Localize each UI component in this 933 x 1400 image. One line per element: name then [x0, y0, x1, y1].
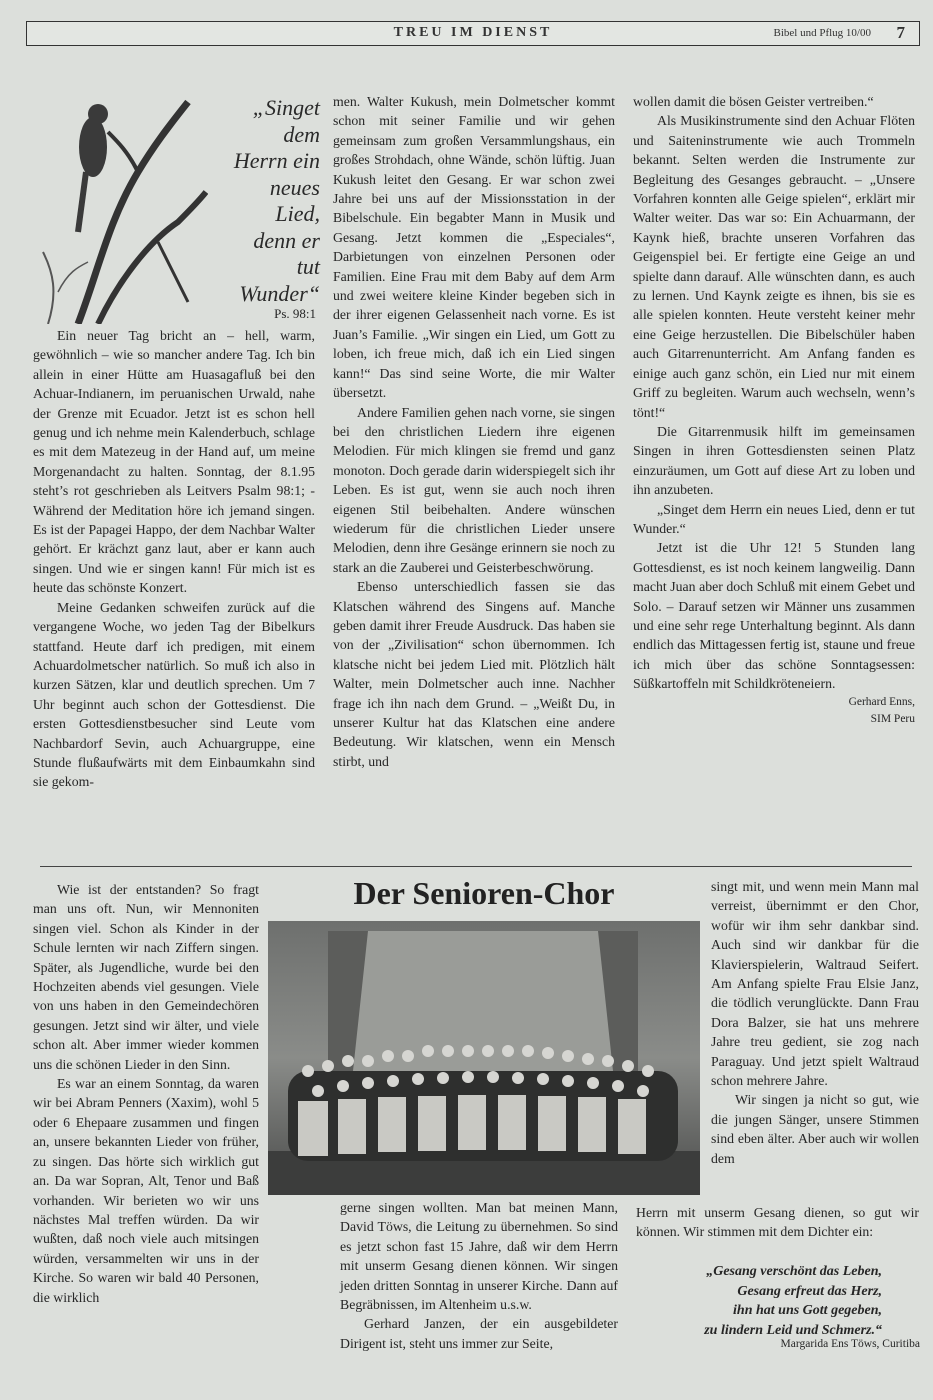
- section-divider: [40, 866, 912, 867]
- article2-column-1: [33, 880, 259, 1307]
- poem-line: zu lindern Leid und Schmerz.“: [704, 1322, 882, 1338]
- article2-column-3-bottom: [636, 1203, 919, 1242]
- closing-poem: [632, 1262, 882, 1340]
- header-issue: Bibel und Pflug 10/00: [773, 27, 871, 39]
- quote-reference: Ps. 98:1: [274, 306, 316, 321]
- paragraph: Jetzt ist die Uhr 12! 5 Stunden lang Gottesdienst, es ist noch keinem langweilig. Dann macht Juan aber doch Schluß mit einem Gebet und Solo. – Darauf setzen wir Männer uns zusammen und eine sehr rege Unterhaltung beginnt. Als dann endlich das Mittagessen fertig ist, staune und freue ich mich über das schöne Sonntagsessen: Süßkartoffeln mit Schildkröteneiern.: [633, 540, 915, 692]
- choir-photo: [268, 921, 700, 1195]
- paragraph: Ein neuer Tag bricht an – hell, warm, gewöhnlich – wie so mancher andere Tag. Ich bin allein in einer Hütte am Huasagafluß bei den Achuar-Indianern, im peruanischen Urwald, nahe der Grenze mit Ecuador. Jetzt ist es schon hell genug und ich nehme mein Kalenderbuch, schlage es mit dem Matezeug in der Hand auf, um meine Morgenandacht zu halten. Sonntag, der 8.1.95 steht’s rot geschrieben als Leitvers Psalm 98:1; - Während der Meditation höre ich jemand singen. Es ist der Papagei Happo, der dem Nachbar Walter gehört. Er krächzt ganz laut, aber er kann auch singen. Und wie er singen kann! Für mich ist es heute das schönste Konzert.: [33, 328, 315, 596]
- parrot-illustration: [38, 92, 208, 324]
- paragraph: Wir singen ja nicht so gut, wie die jungen Sänger, unsere Stimmen sind eben älter. Aber auch wir wollen dem: [711, 1092, 919, 1166]
- paragraph: Herrn mit unserm Gesang dienen, so gut wir können. Wir stimmen mit dem Dichter ein:: [636, 1205, 919, 1240]
- paragraph: Andere Familien gehen nach vorne, sie singen bei den christlichen Liedern ihre eigenen Melodien. Für mich klingen sie fremd und ganz monoton. Doch gerade darin widerspiegelt sich ihr Leben. Es ist gut, wenn sie auch noch ihren eigenen Stil beibehalten. Andere wünschen wiederum für die christlichen Lieder unsere Melodien, denn ihre Gesänge erinnern sie noch zu stark an die Zauberei und Geisterbeschwörung.: [333, 404, 615, 575]
- paragraph: Wie ist der entstanden? So fragt man uns oft. Nun, wir Mennoniten singen viel. Schon als Kinder in der Schule lernten wir nach Ziffern singen. Später, als Jugendliche, wurde bei den Hochzeiten abends viel gesungen. Viele von uns haben in den Gemeindechören gesungen. Jetzt sind wir älter, und viele schon alt. Aber immer wieder kommen uns die schönen Lieder in den Sinn.: [33, 882, 259, 1072]
- paragraph: Gerhard Janzen, der ein ausgebildeter Dirigent ist, steht uns immer zur Seite,: [340, 1316, 618, 1351]
- author-name: Gerhard Enns,: [848, 695, 915, 708]
- paragraph: gerne singen wollten. Man bat meinen Mann, David Töws, die Leitung zu übernehmen. So sind es jetzt schon fast 15 Jahre, daß wir dem Herrn mit unserm Gesang dienen können. Wir singen jeden dritten Sonntag in unserer Kirche. Dann auf Begräbnissen, im Altenheim u.s.w.: [340, 1200, 618, 1313]
- paragraph: wollen damit die bösen Geister vertreiben.“: [633, 94, 874, 109]
- article2-title: Der Senioren-Chor: [353, 875, 615, 911]
- quote-line: Wunder“: [239, 280, 320, 306]
- poem-line: ihn hat uns Gott gegeben,: [733, 1303, 882, 1318]
- poem-line: Gesang erfreut das Herz,: [737, 1283, 882, 1299]
- quote-line: Herrn ein: [233, 148, 320, 173]
- paragraph: Es war an einem Sonntag, da waren wir bei Abram Penners (Xaxim), wohl 5 oder 6 Ehepaare zusammen und fingen an, unsere bekannten Lieder von früher, zu singen. Das hörte sich wirklich gut an. Da war Sopran, Alt, Tenor und Baß vorhanden. Wir berieten wo wir uns nächstes Mal treffen würden. Da wir wußten, daß noch viele auch mitsingen würden, versammelten wir uns in der Kirche. So waren wir bald 40 Personen, die wirklich: [33, 1076, 259, 1305]
- article1-column-2: [333, 92, 615, 771]
- quote-line: neues: [269, 174, 320, 200]
- quote-line: Lied,: [275, 201, 320, 226]
- psalm-quote: [205, 95, 320, 307]
- header-title: TREU IM DIENST: [393, 25, 553, 40]
- paragraph: men. Walter Kukush, mein Dolmetscher kommt schon mit seiner Familie und wir gehen gemeinsam zum großen Versammlungshaus, ein großes Strohdach, ohne Wände, schön lüftig. Juan Kukush leitet den Gesang. Er war schon zwei Jahre bei uns auf der Missionsstation in der Bibelschule. Ein begabter Mann in Musik und Gesang. Jetzt kommen die „Especiales“, Darbietungen von einzelnen Personen oder Familien. Eine Frau mit dem Baby auf dem Arm und zwei weitere kleine Kinder begeben sich in der ihrer eigenen Gelassenheit nach vorne. Es ist Juan’s Familie. „Wir singen ein Lied, um Gott zu loben, ich freue mich, daß ich ein Lied singen kann!“ Das sind seine Worte, die mir Walter übersetzt.: [333, 94, 615, 401]
- paragraph: singt mit, und wenn mein Mann mal verreist, übernimmt er den Chor, wofür wir ihm sehr dankbar sind. Auch sind wir dankbar für die Klavierspielerin, Waltraud Seifert. Am Anfang spielte Frau Elsie Janz, die tödlich verunglückte. Dann Frau Dora Balzer, sie hat uns mehrere Jahre treu gedient, sie zog nach Paraguay. Und jetzt spielt Waltraud schon mehrere Jahre.: [711, 879, 919, 1089]
- article2-author: Margarida Ens Töws, Curitiba: [780, 1338, 920, 1350]
- paragraph: Ebenso unterschiedlich fassen sie das Klatschen während des Singens auf. Manche geben damit ihrer Freude Ausdruck. Das haben sie von der „Zivilisation“ schon übernommen. Ich klatsche nicht bei jedem Lied mit. Plötzlich hält Walter, mein Dolmetscher auch inne. Nachher frage ich ihn nach dem Grund. – „Weißt Du, in unserer Kultur hat das Klatschen eine andere Bedeutung. Wir klatschen, wenn ein Mensch stirbt, und: [333, 579, 615, 769]
- page-header: [26, 21, 920, 46]
- article2-column-2: [340, 1198, 618, 1353]
- author-org: SIM Peru: [870, 712, 915, 725]
- quote-line: tut: [296, 254, 320, 279]
- article1-column-3: [633, 92, 915, 728]
- poem-line: „Gesang verschönt das Leben,: [706, 1264, 882, 1279]
- paragraph: Als Musikinstrumente sind den Achuar Flöten und Saiteninstrumente wie auch Trommeln bekannt. Selten werden die Instrumente zur Begleitung des Gesanges gebraucht. – „Unsere Vorfahren konnten alle Geige spielen“, erklärt mir Walter weiter. Das war so: Ein Achuarmann, der Kaynk hieß, brachte unseren Vorfahren das Geigenspiel bei. Er fertigte eine Geige an und spielte dann darauf. Alle wünschten dann, es auch zu lernen. Und Kaynk zeigte es ihnen, bis sie es alle spielen konnten. Heute versteht keiner mehr eine Geige herzustellen. Die Bibelschüler haben auch Gitarrenunterricht. Am Anfang fanden es einige auch ganz schön, ein Lied nur mit einem Griff zu begleiten. Warum auch wechseln, wenn’s tönt!“: [633, 113, 915, 420]
- paragraph: Die Gitarrenmusik hilft im gemeinsamen Singen in ihren Gottesdiensten seinen Platz einzuräumen, um Gott auf diese Art zu loben und ihn anzubeten.: [633, 423, 915, 498]
- paragraph: Meine Gedanken schweifen zurück auf die vergangene Woche, wo jeden Tag der Bibelkurs stattfand. Heute darf ich predigen, mit einem Achuardolmetscher natürlich. So muß ich also in kurzen Sätzen, klar und deutlich sprechen. Um 7 Uhr beginnt auch schon der Gottesdienst. Die ersten Gottesdienstbesucher sind Leute vom Nachbardorf Sevin, auch Achuargruppe, eine Stunde flußaufwärts mit dem Einbaumkahn sind sie gekom-: [33, 599, 315, 790]
- article1-column-1: [33, 326, 315, 792]
- quote-line: dem: [283, 121, 320, 147]
- quote-line: „Singet: [252, 95, 320, 120]
- article2-column-3-top: [711, 877, 919, 1168]
- quote-line: denn er: [253, 227, 320, 253]
- page-number: 7: [896, 23, 905, 42]
- paragraph: „Singet dem Herrn ein neues Lied, denn er tut Wunder.“: [633, 501, 915, 536]
